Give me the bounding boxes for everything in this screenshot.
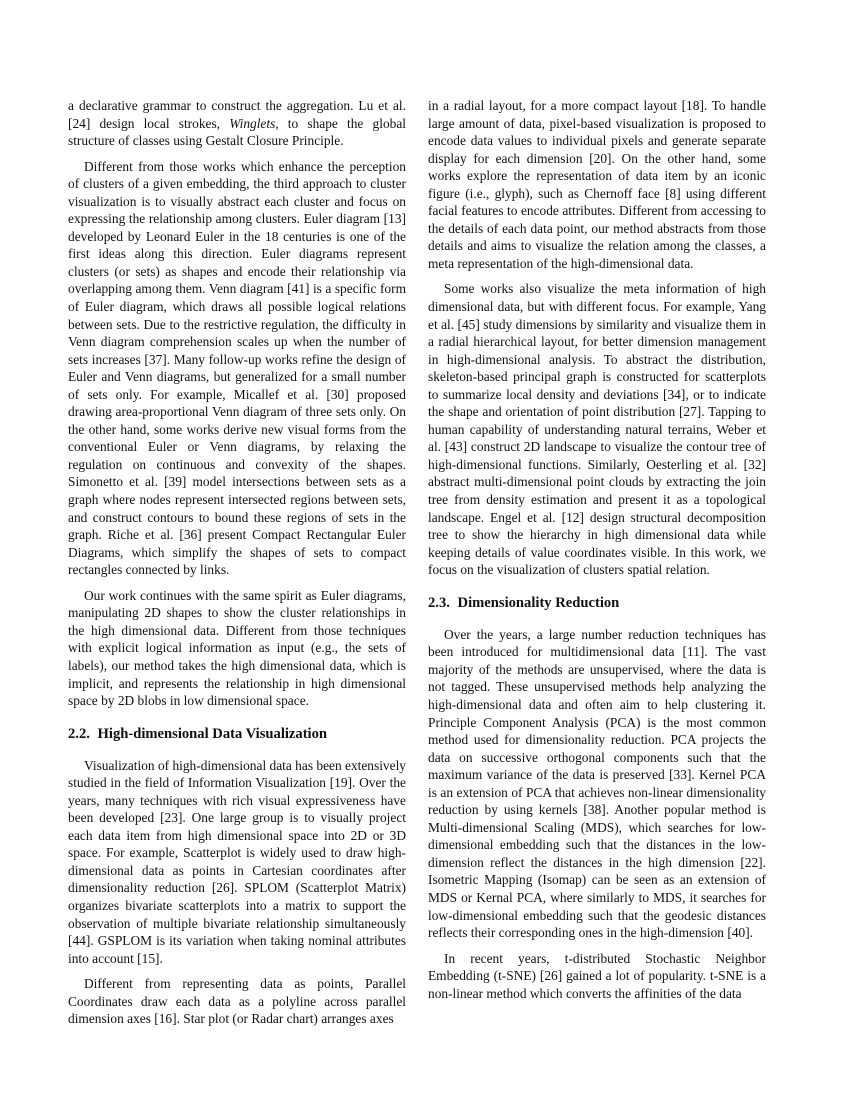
- paragraph-reduction-techniques: Over the years, a large number reduction techniques has been introduced for multidimensional data [11]. The vast majority of the methods are unsupervised, where the data is not tagged. These unsupervised methods help analyzing the high-dimensional data and often aim to help clustering it. Principle Component Analysis (PCA) is the most common method used for dimensionality reduction. PCA projects the data on successive orthogonal components such that the maximum variance of the data is preserved [33]. Kernel PCA is an extension of PCA that achieves non-linear dimensionality reduction by using kernels [38]. Another popular method is Multi-dimensional Scaling (MDS), which searches for low-dimensional embedding such that the distances in the low-dimension reflect the distances in the high dimension [22]. Isometric Mapping (Isomap) can be seen as an extension of MDS or Kernal PCA, where similarly to MDS, it searches for low-dimensional embedding such that the geodesic distances reflects their corresponding ones in the high-dimension [40].: [428, 626, 766, 941]
- paragraph-euler-diagrams: Different from those works which enhance the perception of clusters of a given embedding, the third approach to cluster visualization is to visually abstract each cluster and focus on expressing the relationship among clusters. Euler diagram [13] developed by Leonard Euler in the 18 centuries is one of the first ideas along this direction. Euler diagrams represent clusters (or sets) as shapes and encode their relationship via overlapping among them. Venn diagram [41] is a specific form of Euler diagram, which draws all possible logical relations between sets. Due to the restrictive regulation, the difficulty in Venn diagram comprehension scales up when the number of sets increases [37]. Many follow-up works refine the design of Euler and Venn diagrams, but generalized for a small number of sets only. For example, Micallef et al. [30] proposed drawing area-proportional Venn diagram of three sets only. On the other hand, some works derive new visual forms from the conventional Euler or Venn diagrams, by relaxing the regulation on continuous and convexity of the shapes. Simonetto et al. [39] model intersections between sets as a graph where nodes represent intersected regions between sets, and construct contours to bound these regions of sets in the graph. Riche et al. [36] present Compact Rectangular Euler Diagrams, which simplify the shapes of sets to compact rectangles connected by links.: [68, 158, 406, 578]
- emphasis-winglets: Winglets: [229, 115, 276, 131]
- paragraph-radial-layout: in a radial layout, for a more compact layout [18]. To handle large amount of data, pixel-based visualization is proposed to encode data values to individual pixels and generate separate display for each dimension [20]. On the other hand, some works explore the representation of data item by an iconic figure (i.e., glyph), such as Chernoff face [8] using different facial features to encode attributes. Different from accessing to the details of each data point, our method abstracts from those details and aims to visualize the relation among the classes, a meta representation of the high-dimensional data.: [428, 98, 766, 271]
- paragraph-tsne: In recent years, t-distributed Stochastic Neighbor Embedding (t-SNE) [26] gained a lot of popularity. t-SNE is a non-linear method which converts the affinities of the data: [428, 950, 766, 1001]
- section-heading-2-2: [68, 725, 406, 743]
- section-title: Dimensionality Reduction: [457, 594, 620, 611]
- section-number: 2.3.: [428, 594, 450, 611]
- paragraph-high-dim-vis: Visualization of high-dimensional data has been extensively studied in the field of Information Visualization [19]. Over the years, many techniques with rich visual expressiveness have been developed [23]. One large group is to visually project each data item from high dimensional space into 2D or 3D space. For example, Scatterplot is widely used to draw high-dimensional data as points in Cartesian coordinates after dimensionality reduction [26]. SPLOM (Scatterplot Matrix) organizes bivariate scatterplots into a matrix to support the observation of multiple bivariate relationship simultaneously [44]. GSPLOM is its variation when taking nominal attributes into account [15].: [68, 757, 406, 966]
- section-number: 2.2.: [68, 725, 90, 742]
- section-title: High-dimensional Data Visualization: [97, 725, 328, 742]
- paragraph-parallel-coordinates: Different from representing data as points, Parallel Coordinates draw each data as a polyline across parallel dimension axes [16]. Star plot (or Radar chart) arranges axes: [68, 976, 406, 1027]
- section-heading-2-3: [428, 594, 766, 612]
- paragraph-text: a declarative grammar to construct the aggregation. Lu et al. [24] design local strokes,: [68, 98, 406, 131]
- paragraph-text: , to shape the global structure of classes using Gestalt Closure Principle.: [68, 115, 406, 149]
- paragraph-winglets: [68, 97, 406, 150]
- paragraph-meta-information: Some works also visualize the meta information of high dimensional data, but with different focus. For example, Yang et al. [45] study dimensions by similarity and visualize them in a radial hierarchical layout, for better dimension management in high-dimensional analysis. To abstract the distribution, skeleton-based principal graph is constructed for scatterplots to summarize local density and deviations [34], or to indicate the shape and orientation of point distribution [27]. Tapping to human capability of understanding natural terrains, Weber et al. [43] construct 2D landscape to visualize the contour tree of high-dimensional functions. Similarly, Oesterling et al. [32] abstract multi-dimensional point clouds by extracting the join tree from density estimation and present it as a topological landscape. Engel et al. [12] design structural decomposition tree to show the hierarchy in high dimensional data while keeping details of value coordinates visible. In this work, we focus on the visualization of clusters spatial relation.: [428, 281, 766, 578]
- paragraph-our-work: Our work continues with the same spirit as Euler diagrams, manipulating 2D shapes to show the cluster relationships in the high dimensional data. Different from those techniques with explicit logical information as input (e.g., the sets of labels), our method takes the high dimensional data, which is implicit, and represents the relationship in high dimensional space by 2D blobs in low dimensional space.: [68, 587, 406, 709]
- left-column: [68, 97, 406, 1028]
- right-column: [428, 97, 766, 1002]
